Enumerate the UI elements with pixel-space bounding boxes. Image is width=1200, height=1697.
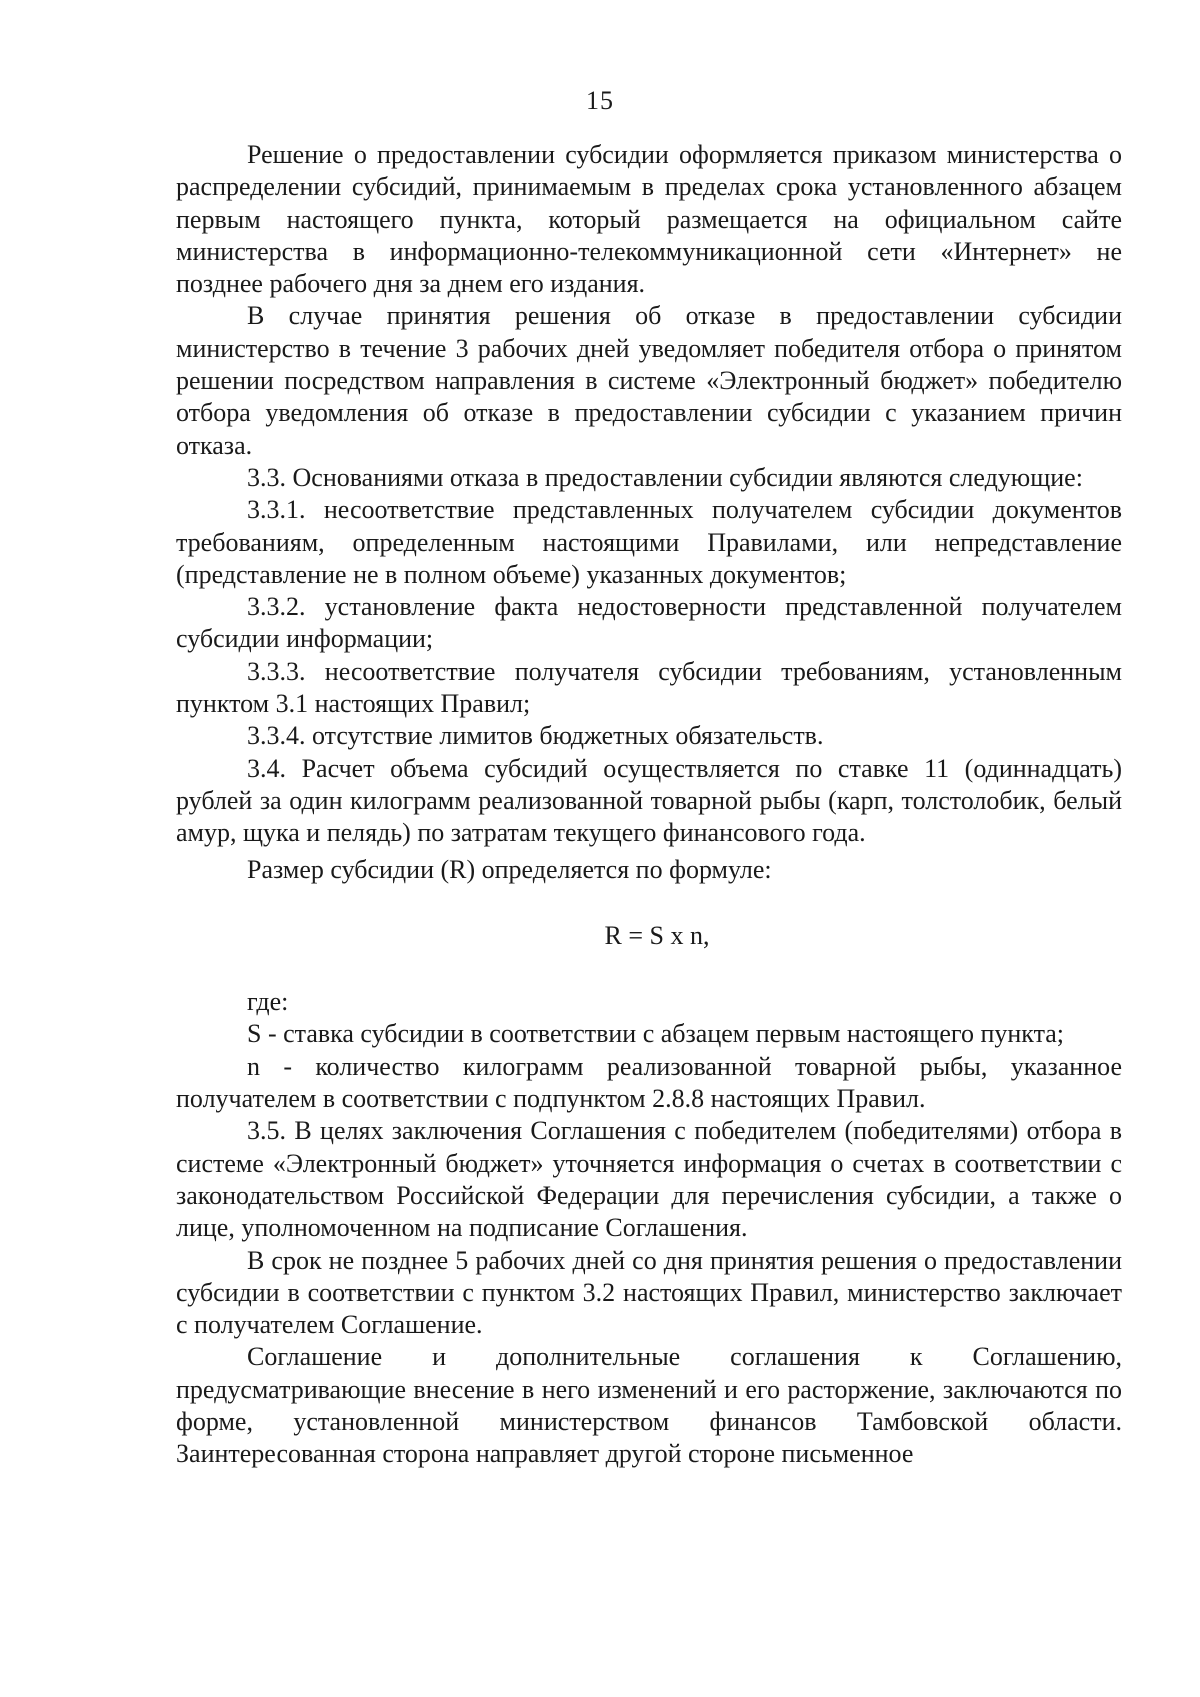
paragraph-agreement-form: Соглашение и дополнительные соглашения к Соглашению, предусматривающие внесение в него изменений и его расторжение, заключаются по форме, установленной министерством финансов Тамбовской области. Заинтересованная сторона направляет другой стороне письменное (176, 1342, 1122, 1469)
formula: R = S x n, (604, 920, 710, 950)
paragraph-3-3-1: 3.3.1. несоответствие представленных получателем субсидии документов требованиям, определенным настоящими Правилами, или непредставление (представление не в полном объеме) указанных документов; (176, 495, 1122, 589)
paragraph-agreement-deadline: В срок не позднее 5 рабочих дней со дня принятия решения о предоставлении субсидии в соответствии с пунктом 3.2 настоящих Правил, министерство заключает с получателем Соглашение. (176, 1245, 1122, 1340)
page-number: 15 (586, 86, 614, 115)
paragraph-where: где: (247, 987, 289, 1017)
paragraph-3-4: 3.4. Расчет объема субсидий осуществляется по ставке 11 (одиннадцать) рублей за один килограмм реализованной товарной рыбы (карп, толстолобик, белый амур, щука и пелядь) по затратам текущего финансового года. (176, 753, 1122, 848)
document-body (176, 139, 1122, 1471)
paragraph-formula-intro: Размер субсидии (R) определяется по формуле: (247, 854, 772, 884)
paragraph-3-3: 3.3. Основаниями отказа в предоставлении субсидии являются следующие: (247, 462, 1083, 492)
paragraph-decision: Решение о предоставлении субсидии оформляется приказом министерства о распределении субсидий, принимаемым в пределах срока установленного абзацем первым настоящего пункта, который размещается на официальном сайте министерства в информационно-телекоммуникационной сети «Интернет» не позднее рабочего дня за днем его издания. (176, 140, 1122, 299)
paragraph-s-definition: S - ставка субсидии в соответствии с абзацем первым настоящего пункта; (247, 1019, 1065, 1049)
paragraph-3-3-2: 3.3.2. установление факта недостоверности представленной получателем субсидии информации; (176, 592, 1122, 654)
paragraph-3-3-4: 3.3.4. отсутствие лимитов бюджетных обязательств. (247, 721, 824, 751)
paragraph-n-definition: n - количество килограмм реализованной товарной рыбы, указанное получателем в соответствии с подпунктом 2.8.8 настоящих Правил. (176, 1051, 1122, 1114)
paragraph-3-3-3: 3.3.3. несоответствие получателя субсидии требованиям, установленным пунктом 3.1 настоящих Правил; (176, 656, 1122, 719)
paragraph-refusal-notice: В случае принятия решения об отказе в предоставлении субсидии министерство в течение 3 рабочих дней уведомляет победителя отбора о принятом решении посредством направления в системе «Электронный бюджет» победителю отбора уведомления об отказе в предоставлении субсидии с указанием причин отказа. (176, 301, 1122, 460)
paragraph-3-5: 3.5. В целях заключения Соглашения с победителем (победителями) отбора в системе «Электронный бюджет» уточняется информация о счетах в соответствии с законодательством Российской Федерации для перечисления субсидии, а также о лице, уполномоченном на подписание Соглашения. (176, 1116, 1122, 1243)
